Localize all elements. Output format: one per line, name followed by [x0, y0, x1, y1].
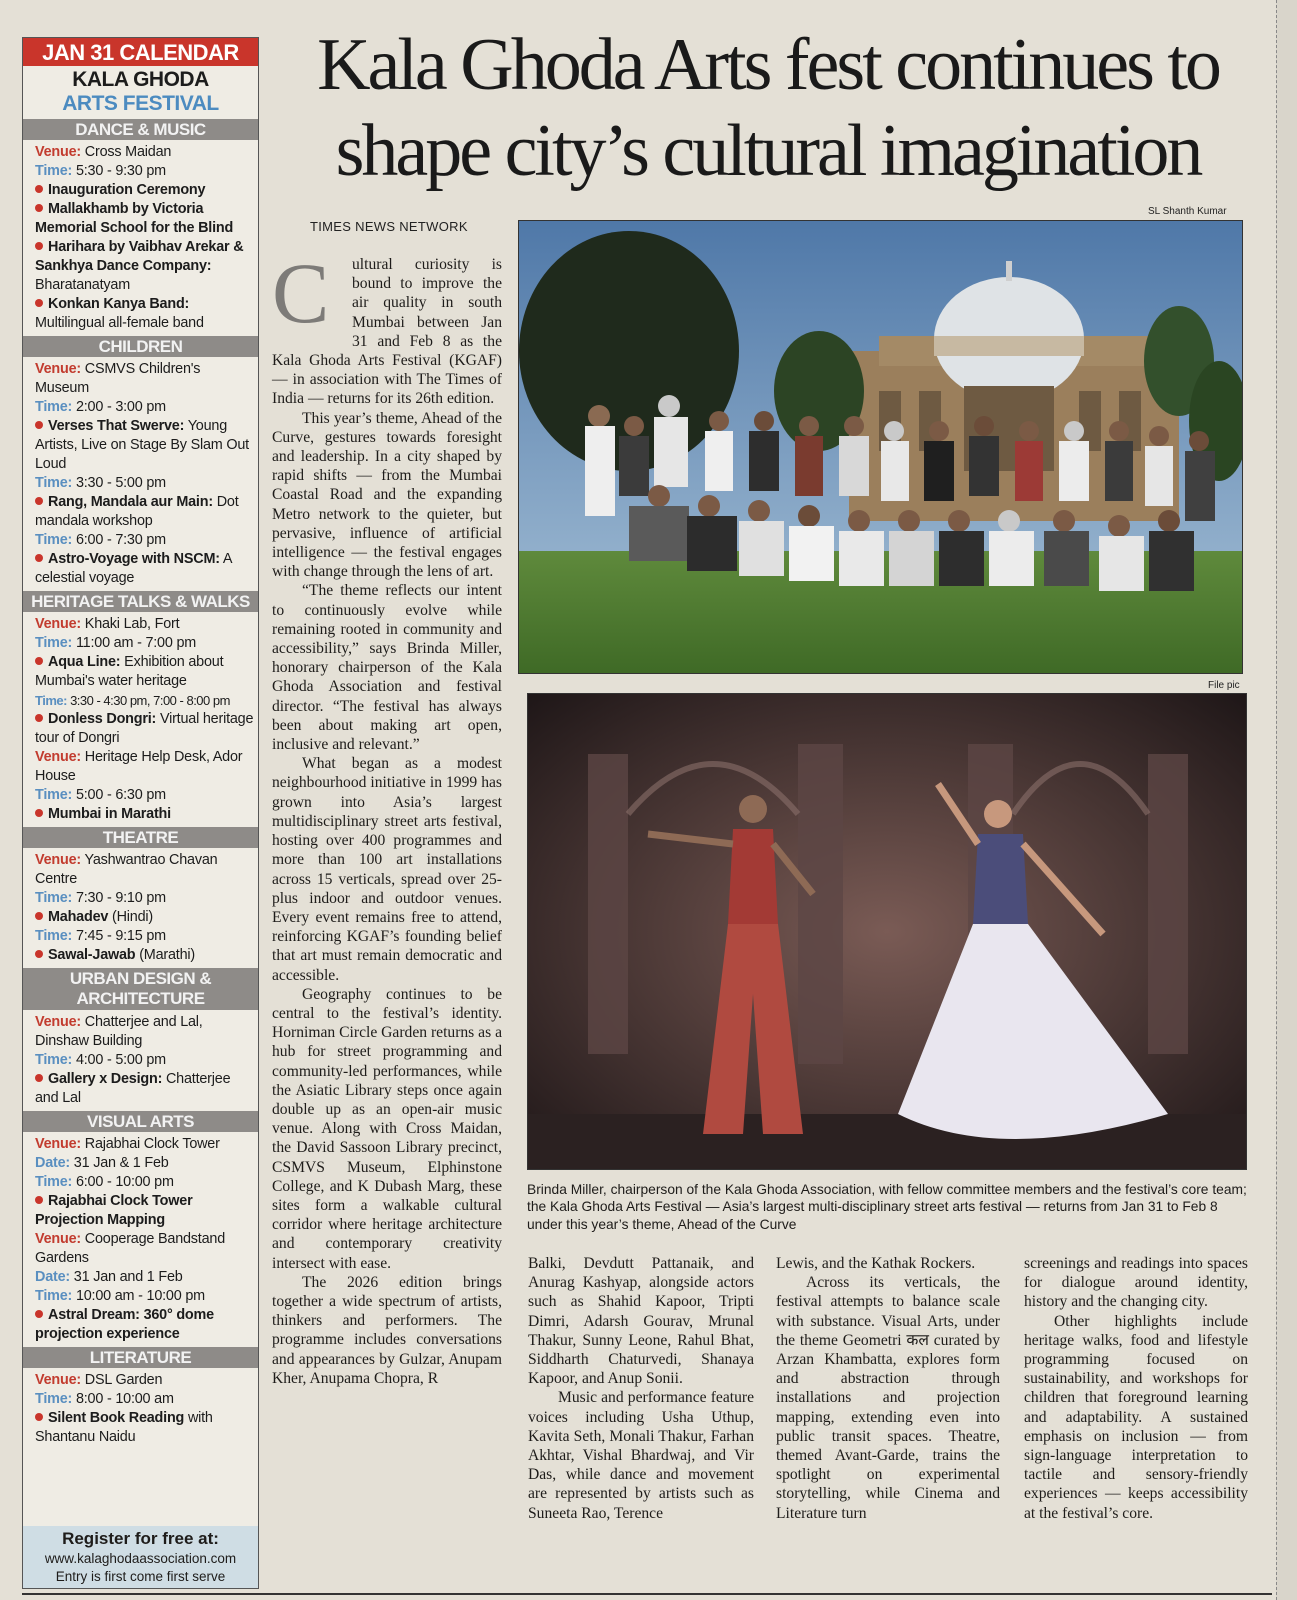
event-item: Mahadev (Hindi)	[23, 908, 258, 927]
bullet-icon	[35, 809, 43, 817]
register-note: Entry is first come first serve	[55, 1569, 226, 1584]
paragraph: Geography continues to be central to the festival’s identity. Horniman Circle Garden returns as a hub for street programming and community-led performances, while the Asiatic Library steps once again double up as an open-air music venue. Along with Cross Maidan, the David Sassoon Library precinct, CSMVS Museum, Elphinstone College, and K Dubash Marg, these sites form a walkable cultural corridor where heritage architecture and contemporary creativity intersect with ease.	[272, 985, 502, 1272]
event-item: Rang, Mandala aur Main: Dot mandala workshop	[35, 494, 239, 529]
festival-title-line1: KALA GHODA	[72, 68, 209, 91]
group-photo	[518, 220, 1243, 674]
bottom-rule	[22, 1593, 1272, 1595]
article-column-4	[1024, 1254, 1248, 1523]
event-item: Time: 3:30 - 5:00 pm	[35, 475, 166, 491]
event-item: Venue: Heritage Help Desk, Ador House	[35, 749, 243, 784]
section-children: CHILDREN	[23, 336, 258, 357]
group-photo-illustration	[519, 221, 1242, 673]
photo-credit: SL Shanth Kumar	[1148, 206, 1227, 217]
bullet-icon	[35, 1074, 43, 1082]
dance-photo-illustration	[528, 694, 1246, 1169]
event-item: Rajabhai Clock Tower Projection Mapping	[35, 1193, 193, 1228]
bullet-icon	[35, 714, 43, 722]
event-item: Time: 7:30 - 9:10 pm	[35, 890, 166, 906]
event-item: Konkan Kanya Band: Multilingual all-female band	[35, 296, 204, 331]
event-item: Verses That Swerve: Young Artists, Live on Stage By Slam Out Loud	[35, 418, 249, 472]
event-calendar-sidebar	[22, 37, 259, 1589]
event-item: Venue: Rajabhai Clock Tower	[35, 1136, 220, 1152]
event-item: Time: 2:00 - 3:00 pm	[35, 399, 166, 415]
event-item: Inauguration Ceremony	[23, 181, 258, 200]
paragraph: “The theme reflects our intent to continuously evolve while remaining rooted in community and accessibility,” says Brinda Miller, honorary chairperson of the Kala Ghoda Association and festival director. “The festival has always been about making art open, inclusive and relevant.”	[272, 582, 502, 754]
event-item: Time: 8:00 - 10:00 am	[35, 1391, 174, 1407]
event-item: Venue: Khaki Lab, Fort	[35, 616, 180, 632]
register-box	[23, 1526, 258, 1588]
event-item: Time: 5:00 - 6:30 pm	[35, 787, 166, 803]
byline: TIMES NEWS NETWORK	[310, 219, 468, 234]
article-column-3	[776, 1254, 1000, 1523]
paragraph: Balki, Devdutt Pattanaik, and Anurag Kashyap, alongside actors such as Shahid Kapoor, Tripti Dimri, Adarsh Gourav, Mrunal Thakur, Sunny Leone, Rahul Bhat, Siddharth Chaturvedi, Shanaya Kapoor, and Anup Sonii.	[528, 1255, 754, 1388]
event-item: Date: 31 Jan and 1 Feb	[35, 1269, 183, 1285]
bullet-icon	[35, 912, 43, 920]
drop-cap: C	[272, 245, 330, 341]
bullet-icon	[35, 497, 43, 505]
paragraph: What began as a modest neighbourhood initiative in 1999 has grown into Asia’s largest multidisciplinary street arts festival, hosting over 400 programmes and more than 100 art installations across 15 verticals, spread over 25-plus indoor and outdoor venues. Every event remains free to attend, reinforcing KGAF’s founding belief that art must remain democratic and accessible.	[272, 755, 502, 984]
paragraph: ultural curiosity is bound to improve the air quality in south Mumbai between Jan 31 and Feb 8 as the Kala Ghoda Arts Festival (KGAF) — in association with The Times of India — returns for its 26th edition.	[272, 256, 502, 408]
event-item: Gallery x Design: Chatterjee and Lal	[35, 1071, 231, 1106]
bullet-icon	[35, 185, 43, 193]
event-item: Aqua Line: Exhibition about Mumbai's water heritage	[35, 654, 224, 689]
register-title: Register for free at:	[62, 1529, 219, 1548]
festival-title-line2: ARTS FESTIVAL	[62, 92, 219, 115]
event-item: Venue: Cross Maidan	[35, 144, 172, 160]
bullet-icon	[35, 242, 43, 250]
event-item: Time: 10:00 am - 10:00 pm	[35, 1288, 205, 1304]
article-headline: Kala Ghoda Arts fest continues to shape city’s cultural imagination	[317, 24, 1219, 192]
paragraph: Lewis, and the Kathak Rockers.	[776, 1255, 976, 1272]
event-item: Venue: Cooperage Bandstand Gardens	[35, 1231, 226, 1266]
event-item: Mumbai in Marathi	[23, 805, 258, 824]
event-item: Mallakhamb by Victoria Memorial School for the Blind	[35, 201, 234, 236]
bullet-icon	[35, 204, 43, 212]
paragraph: Across its verticals, the festival attempts to balance scale with substance. Visual Arts, under the theme Geometri कल curated by Arzan Khambatta, explores form and abstraction through installations and projection mapping, extending even into public transit spaces. Theatre, themed Avant-Garde, trains the spotlight on experimental storytelling, while Cinema and Literature turn	[776, 1274, 1000, 1522]
article-column-1	[272, 245, 502, 1388]
event-item: Date: 31 Jan & 1 Feb	[35, 1155, 169, 1171]
event-item: Time: 7:45 - 9:15 pm	[35, 928, 166, 944]
paragraph: The 2026 edition brings together a wide spectrum of artists, thinkers and performers. The programme includes conversations and appearances by Gulzar, Anupam Kher, Anupama Chopra, R	[272, 1273, 502, 1387]
paragraph: This year’s theme, Ahead of the Curve, gestures towards foresight and leadership. In a city shaped by rapid shifts — from the Mumbai Coastal Road and the expanding Metro network to the quieter, but pervasive, influence of artificial intelligence — the festival engages with change through the lens of art.	[272, 409, 502, 581]
section-heritage: HERITAGE TALKS & WALKS	[23, 591, 258, 612]
photo-caption: Brinda Miller, chairperson of the Kala Ghoda Association, with fellow committee members and the festival’s core team; the Kala Ghoda Arts Festival — Asia’s largest multi-disciplinary street arts festival — returns from Jan 31 to Feb 8 under this year’s theme, Ahead of the Curve	[527, 1182, 1247, 1232]
event-item: Venue: CSMVS Children's Museum	[35, 361, 201, 396]
bullet-icon	[35, 299, 43, 307]
event-item: Sawal-Jawab (Marathi)	[23, 946, 258, 965]
event-item: Astral Dream: 360° dome projection experience	[35, 1307, 214, 1342]
calendar-header: JAN 31 CALENDAR	[23, 38, 258, 66]
bullet-icon	[35, 1310, 43, 1318]
paragraph: Other highlights include heritage walks, food and lifestyle programming focused on sustainability, and workshops for children that foreground learning and adaptability. A sustained emphasis on inclusion — from sign-language interpretation to tactile and sensory-friendly experiences — keeps accessibility at the festival’s core.	[1024, 1312, 1248, 1522]
event-item: Venue: Yashwantrao Chavan Centre	[35, 852, 218, 887]
section-literature: LITERATURE	[23, 1347, 258, 1368]
event-item: Donless Dongri: Virtual heritage tour of Dongri	[35, 711, 254, 746]
dance-performance-photo	[527, 693, 1247, 1170]
photo-credit: File pic	[1208, 680, 1240, 691]
event-item: Silent Book Reading with Shantanu Naidu	[35, 1410, 213, 1445]
event-item: Venue: Chatterjee and Lal, Dinshaw Building	[35, 1014, 203, 1049]
bullet-icon	[35, 657, 43, 665]
event-item: Time: 6:00 - 10:00 pm	[35, 1174, 174, 1190]
event-item: Astro-Voyage with NSCM: A celestial voyage	[35, 551, 232, 586]
article-column-2	[528, 1254, 754, 1523]
bullet-icon	[35, 1413, 43, 1421]
event-item: Time: 3:30 - 4:30 pm, 7:00 - 8:00 pm	[35, 693, 230, 708]
section-urban-design: URBAN DESIGN & ARCHITECTURE	[23, 968, 258, 1010]
bullet-icon	[35, 1196, 43, 1204]
page-edge	[1276, 0, 1297, 1600]
section-dance-music: DANCE & MUSIC	[23, 119, 258, 140]
event-item: Venue: DSL Garden	[35, 1372, 163, 1388]
paragraph: screenings and readings into spaces for dialogue around identity, history and the changing city.	[1024, 1255, 1248, 1311]
event-item: Time: 5:30 - 9:30 pm	[35, 163, 166, 179]
event-item: Time: 11:00 am - 7:00 pm	[35, 635, 197, 651]
event-item: Time: 4:00 - 5:00 pm	[35, 1052, 166, 1068]
paragraph: Music and performance feature voices including Usha Uthup, Kavita Seth, Monali Thakur, Farhan Akhtar, Vishal Bhardwaj, and Vir Das, while dance and movement are represented by artists such as Suneeta Rao, Terence	[528, 1389, 754, 1522]
section-visual-arts: VISUAL ARTS	[23, 1111, 258, 1132]
bullet-icon	[35, 554, 43, 562]
event-item: Time: 6:00 - 7:30 pm	[35, 532, 166, 548]
bullet-icon	[35, 421, 43, 429]
event-item: Harihara by Vaibhav Arekar & Sankhya Dance Company: Bharatanatyam	[35, 239, 244, 293]
register-url[interactable]: www.kalaghodaassociation.com	[44, 1551, 237, 1566]
section-theatre: THEATRE	[23, 827, 258, 848]
bullet-icon	[35, 950, 43, 958]
